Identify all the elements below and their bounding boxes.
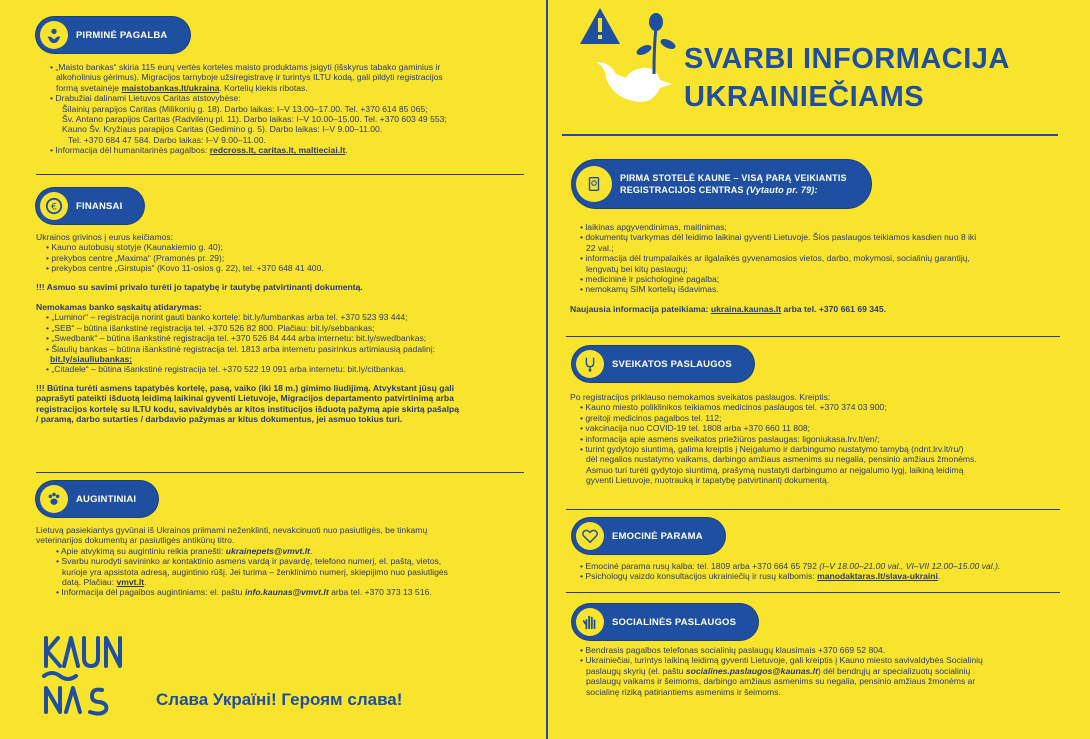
finansai-text [36, 232, 524, 425]
divider [36, 472, 524, 473]
kaunas-logo [40, 632, 136, 722]
maistobankas-link[interactable]: maistobankas.lt/ukraina [121, 82, 220, 93]
text-line: • Svarbu nurodyti savininko ar kontaktinio asmens vardą ir pavardę, telefono numerį, el. paštą, vietos, [56, 556, 442, 567]
manodaktaras-link[interactable]: manodaktaras.lt/slava-ukraini [817, 571, 938, 582]
bank-item: • „Citadele“ – būtina išankstinė registracija tel. +370 522 19 091 arba internetu: bit.ly/citbankas. [46, 364, 407, 375]
caritas-item: Kauno Šv. Kryžiaus parapijos Caritas (Gedimino g. 5). Darbo laikas: I–V 9.00–11.00. [62, 124, 383, 135]
title-line: PIRMA STOTELĖ KAUNE – VISĄ PARĄ VEIKIANTIS [620, 173, 847, 183]
title-line: REGISTRACIJOS CENTRAS [620, 185, 747, 195]
socialines-email[interactable]: socialines.paslaugos@kaunas.lt [685, 665, 818, 676]
divider [566, 509, 1060, 510]
title-underline [562, 134, 1058, 136]
title-line: UKRAINIEČIAMS [684, 81, 925, 113]
list-item: • prekybos centre „Girstupis“ (Kovo 11-osios g. 22), tel. +370 648 41 400. [46, 263, 324, 274]
hands-icon [40, 21, 68, 49]
pirmine-pagalba-text [50, 62, 525, 156]
address: (Vytauto pr. 79): [746, 185, 818, 195]
page-title [684, 40, 1010, 116]
text-line: Naujausia informacija pateikiama: [570, 303, 711, 314]
divider [36, 174, 524, 175]
divider [566, 592, 1060, 593]
bank-item: • Šiaulių bankas – būtina išankstinė registracija tel. 1813 arba internetu pasirinkus artimiausią padalinį: [46, 343, 435, 354]
text-line: . Kortelių kiekis ribotas. [219, 82, 308, 93]
list-item: • prekybos centre „Maxima“ (Pramonės pr. 29); [46, 252, 225, 263]
text-line: arba tel. +370 373 13 516. [328, 587, 432, 598]
text-line: . [144, 577, 147, 588]
caritas-item: Šv. Antano parapijos Caritas (Radvilėnų pl. 11). Darbo laikas: I–V 10.00–15.00. Tel. +370 603 49 553; [62, 114, 447, 125]
text-line: paslaugų vaikams ir šeimoms, darbingo amžiaus asmenims su negalia, pensinio amžiaus žmonėms ar [586, 676, 976, 687]
hours: (I–V 18.00–21.00 val., VI–VII 12.00–15.00 val.). [819, 561, 1001, 571]
ukraina-kaunas-link[interactable]: ukraina.kaunas.lt [710, 303, 782, 314]
list-item: • dokumentų tvarkymas dėl leidimo laikinai gyventi Lietuvoje. Šios paslaugos teikiamos kasdien nuo 8 iki [580, 232, 977, 243]
section-header-pirmine-pagalba [36, 17, 190, 53]
text-line: veterinarijos dokumentų ar pasiutligės antikūnų titro. [36, 535, 235, 546]
warning-text: !!! Asmuo su savimi privalo turėti jo tapatybę ir tautybę patvirtinantį dokumentą. [36, 281, 363, 292]
section-title [620, 172, 847, 196]
bank-item: • „SEB“ – būtina išankstinė registracija tel. +370 526 82 800. Plačiau: bit.ly/sebbankas; [46, 322, 375, 333]
svg-text:€: € [51, 202, 57, 213]
section-header-emocine-parama [572, 518, 725, 554]
heart-icon [576, 522, 604, 550]
euro-icon [40, 192, 68, 220]
augintiniai-text [36, 525, 524, 598]
caritas-item: Tel. +370 684 47 584. Darbo laikas: I–V 9.00–11.00. [68, 134, 266, 145]
hand-icon [576, 608, 604, 636]
subheading: Nemokamas banko sąskaitų atidarymas: [36, 302, 202, 313]
warning-text: / paramą, darbo sutarties / darbdavio pažymas ar kitus dokumentus, jei asmuo tokius turi. [36, 414, 403, 425]
warning-dove-illustration [576, 4, 678, 122]
passport-icon [576, 166, 612, 202]
text-line: Ukrainos grivinos į eurus keičiamos: [36, 232, 174, 242]
section-header-augintiniai [36, 481, 158, 517]
text-line: paslaugų skyrių (el. paštu [586, 665, 686, 676]
siauliu-bank-link[interactable]: bit.ly/siauliubankas; [50, 354, 133, 365]
section-title: FINANSAI [76, 200, 123, 212]
humanitarian-links[interactable]: redcross.lt, caritas.lt, maltieciai.lt [209, 145, 346, 156]
list-item: • laikinas apgyvendinimas, maitinimas; [580, 222, 727, 232]
title-line: SVARBI INFORMACIJA [684, 43, 1010, 75]
list-item: 22 val.; [586, 242, 614, 253]
text-line: ) dėl bendrųjų ar specializuotų socialinių [817, 665, 971, 676]
section-header-sveikatos [572, 346, 754, 382]
bank-item: • „Swedbank“ – būtina išankstinė registracija tel. +370 526 84 444 arba internetu: bit.ly/swedbankas; [46, 333, 427, 344]
text-line: Lietuvą pasiekiantys gyvūnai iš Ukrainos priimami neženklinti, nevakcinuoti nuo pasiutligės, be tinkamų [36, 525, 428, 535]
text-line: • Informacija dėl humanitarinės pagalbos: [50, 145, 210, 156]
text-line: • Psichologų vaizdo konsultacijos ukrainiečių ir rusų kalbomis: [580, 571, 818, 582]
section-title: AUGINTINIAI [76, 493, 137, 505]
list-item: • Kauno autobusų stotyje (Kaunakiemio g. 40); [46, 242, 223, 253]
list-item: • turint gydytojo siuntimą, galima kreiptis į Neįgalumo ir darbingumo nustatymo tarnybą (ndnt.lrv.lt/ru/) [580, 444, 964, 455]
ukrainepets-email[interactable]: ukrainepets@vmvt.lt [225, 545, 311, 556]
section-title: SOCIALINĖS PASLAUGOS [612, 616, 737, 628]
text-line: alkoholinius gėrimus). Migracijos tarnyboje užsiregistravę ir turintys ILTU kodą, gali pildyti registracijos [56, 72, 443, 83]
list-item: • nemokamų SIM kortelių išdavimas. [580, 284, 719, 295]
text-line: • Emocinė parama rusų kalba: tel. 1809 arba +370 664 65 792 [580, 561, 820, 571]
text-line: • Ukrainiečiai, turintys laikiną leidimą gyventi Lietuvoje, gali kreiptis į Kauno miesto savivaldybės Socialinių [580, 655, 983, 666]
text-line: datą. Plačiau: [62, 577, 117, 588]
stethoscope-icon [576, 350, 604, 378]
text-line: socialinę riziką patiriantiems asmenims ir šeimoms. [586, 686, 781, 697]
list-item: dėl negalios nustatymo vaikams, darbingo amžiaus asmenims su negalia, pensinio amžiaus žmonėms. [586, 454, 977, 465]
text-line: • Apie atvykimą su augintiniu reikia pranešti: [56, 545, 226, 556]
emocine-parama-text [570, 561, 1060, 582]
warning-text: !!! Būtina turėti asmens tapatybės kortelę, pasą, vaiko (iki 18 m.) gimimo liudijimą. Atvykstant jūsų gali [36, 382, 455, 393]
sveikatos-text [570, 392, 1060, 486]
text-line: kurioje yra apsistota adresą, augintinio rūšį. Jei turima – ženklinimo numerį, skiepijimo nuo pasiutligės [62, 566, 448, 577]
section-header-registracijos-centras [572, 160, 871, 208]
text-line: • Bendrasis pagalbos telefonas socialinių paslaugų klausimais +370 669 52 804. [580, 645, 886, 655]
info-kaunas-email[interactable]: info.kaunas@vmvt.lt [244, 587, 329, 598]
text-line: • Drabužiai dalinami Lietuvos Caritas atstovybėse: [50, 93, 241, 104]
warning-text: registracijos kortelę su ILTU kodu, savivaldybės ar kitos institucijos išduotą pažymą apie skirtą pašalpą [36, 403, 459, 414]
section-title: EMOCINĖ PARAMA [612, 530, 703, 542]
bank-item: • „Luminor“ – registracija norint gauti banko kortelę: bit.ly/lumbankas arba tel. +370 523 93 444; [46, 312, 408, 323]
warning-text: paprašyti pateikti išduotą leidimą laikinai gyventi Lietuvoje, Migracijos departamento patvirtinimą arba [36, 393, 454, 404]
dove-icon [596, 62, 672, 102]
registracijos-centras-text [570, 222, 1060, 314]
text-line: • Informacija dėl pagalbos augintiniams: el. paštu [56, 587, 245, 598]
divider [566, 336, 1060, 337]
text-line: arba tel. +370 661 69 345. [781, 303, 886, 314]
column-divider [546, 0, 548, 739]
socialines-text [570, 645, 1060, 697]
text-line: . [310, 545, 313, 556]
list-item: • Kauno miesto poliklinikos teikiamos medicinos paslaugos tel. +370 374 03 900; [580, 402, 887, 413]
caritas-item: Šilainių parapijos Caritas (Milikonių g. 18). Darbo laikas: I–V 13.00–17.00. Tel. +370 614 85 065; [62, 103, 428, 114]
text-line: . [345, 145, 348, 156]
text-line: formą svetainėje [56, 82, 122, 93]
text-line: . [937, 571, 941, 582]
list-item: Asmuo turi turėti gydytojo siuntimą, prašymą nustatyti darbingumo ar neįgalumo lygį, laikiną leidimą [586, 464, 964, 475]
section-header-socialines [572, 604, 758, 640]
section-header-finansai [36, 188, 144, 224]
list-item: • informacija dėl trumpalaikės ar ilgalaikės gyvenamosios vietos, darbo, mokymosi, socialinių garantijų, [580, 253, 970, 264]
slava-ukraini-slogan: Слава Україні! Героям слава! [156, 690, 403, 709]
paw-icon [40, 485, 68, 513]
list-item: • medicininė ir psichologinė pagalba; [580, 274, 720, 285]
vmvt-link[interactable]: vmvt.lt [116, 577, 145, 588]
list-item: lengvatų bei kitų paslaugų; [586, 263, 688, 274]
section-title: SVEIKATOS PASLAUGOS [612, 358, 732, 370]
section-title: PIRMINĖ PAGALBA [76, 29, 168, 41]
list-item: • vakcinacija nuo COVID-19 tel. 1808 arba +370 660 11 808; [580, 423, 811, 434]
text-line: • „Maisto bankas“ skiria 115 eurų vertės korteles maisto produktams įsigyti (išskyrus tabako gaminius ir [50, 62, 441, 72]
list-item: gyventi Lietuvoje, nuotrauką ir tapatybę patvirtinantį dokumentą. [586, 475, 830, 486]
list-item: • greitoji medicinos pagalbos tel. 112; [580, 412, 722, 423]
text-line: Po registracijos priklauso nemokamos sveikatos paslaugos. Kreiptis: [570, 392, 831, 402]
list-item: • informacija apie asmens sveikatos priežiūros paslaugas: ligoniukasa.lrv.lt/en/; [580, 433, 880, 444]
